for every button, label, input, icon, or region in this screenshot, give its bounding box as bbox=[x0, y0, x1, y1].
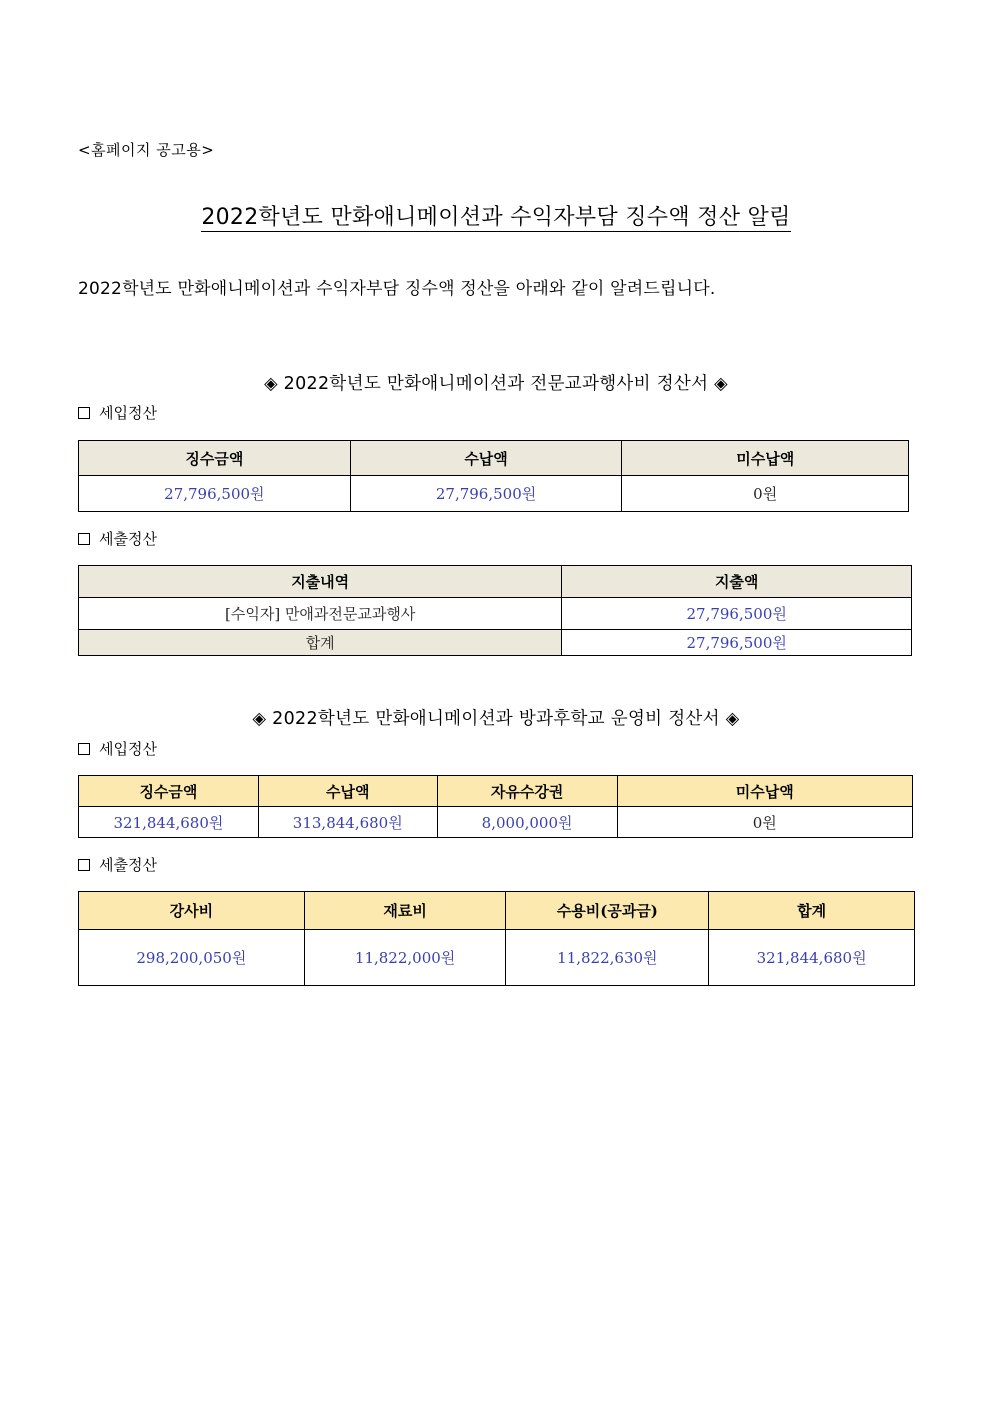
table-cell: 8,000,000원 bbox=[437, 807, 617, 838]
document-title-text: 2022학년도 만화애니메이션과 수익자부담 징수액 정산 알림 bbox=[201, 205, 791, 230]
table-cell: 합계 bbox=[79, 630, 562, 656]
section2-income-label bbox=[78, 738, 157, 759]
section1-expense-label-text: 세출정산 bbox=[99, 530, 157, 548]
table-cell: 11,822,630원 bbox=[506, 930, 709, 986]
table-cell: 313,844,680원 bbox=[258, 807, 437, 838]
table-cell: 27,796,500원 bbox=[562, 598, 912, 630]
document-title bbox=[0, 200, 992, 231]
table-header: 징수금액 bbox=[79, 776, 259, 807]
table-header: 지출액 bbox=[562, 566, 912, 598]
section2-income-label-text: 세입정산 bbox=[99, 740, 157, 758]
section1-income-label bbox=[78, 402, 157, 423]
table-header: 수납액 bbox=[258, 776, 437, 807]
table-cell: 11,822,000원 bbox=[304, 930, 506, 986]
table-header: 강사비 bbox=[79, 892, 305, 930]
section1-expense-label bbox=[78, 528, 157, 549]
checkbox-square-icon bbox=[78, 859, 90, 871]
table-header: 합계 bbox=[709, 892, 915, 930]
intro-text: 2022학년도 만화애니메이션과 수익자부담 징수액 정산을 아래와 같이 알려드립니다. bbox=[78, 279, 716, 299]
section1-income-label-text: 세입정산 bbox=[99, 404, 157, 422]
table-cell: 321,844,680원 bbox=[709, 930, 915, 986]
table-header: 지출내역 bbox=[79, 566, 562, 598]
table-header: 징수금액 bbox=[79, 441, 351, 476]
section2-income-table bbox=[78, 775, 913, 838]
checkbox-square-icon bbox=[78, 533, 90, 545]
section2-expense-label bbox=[78, 854, 157, 875]
table-cell: 298,200,050원 bbox=[79, 930, 305, 986]
section2-title: ◈ 2022학년도 만화애니메이션과 방과후학교 운영비 정산서 ◈ bbox=[252, 709, 740, 729]
table-header: 재료비 bbox=[304, 892, 506, 930]
table-row bbox=[79, 630, 912, 656]
table-cell: 27,796,500원 bbox=[562, 630, 912, 656]
table-cell: 27,796,500원 bbox=[79, 476, 351, 512]
table-cell: [수익자] 만애과전문교과행사 bbox=[79, 598, 562, 630]
section2-expense-label-text: 세출정산 bbox=[99, 856, 157, 874]
section2-expense-table bbox=[78, 891, 915, 986]
table-header: 미수납액 bbox=[622, 441, 909, 476]
table-header: 자유수강권 bbox=[437, 776, 617, 807]
table-cell: 27,796,500원 bbox=[350, 476, 622, 512]
table-cell: 321,844,680원 bbox=[79, 807, 259, 838]
table-row bbox=[79, 598, 912, 630]
table-header: 수납액 bbox=[350, 441, 622, 476]
table-cell: 0원 bbox=[617, 807, 913, 838]
checkbox-square-icon bbox=[78, 407, 90, 419]
table-header: 수용비(공과금) bbox=[506, 892, 709, 930]
header-note: <홈페이지 공고용> bbox=[78, 141, 215, 159]
table-cell: 0원 bbox=[622, 476, 909, 512]
checkbox-square-icon bbox=[78, 743, 90, 755]
section1-expense-table bbox=[78, 565, 912, 656]
table-header: 미수납액 bbox=[617, 776, 913, 807]
section1-income-table bbox=[78, 440, 909, 512]
section1-title: ◈ 2022학년도 만화애니메이션과 전문교과행사비 정산서 ◈ bbox=[264, 374, 728, 394]
